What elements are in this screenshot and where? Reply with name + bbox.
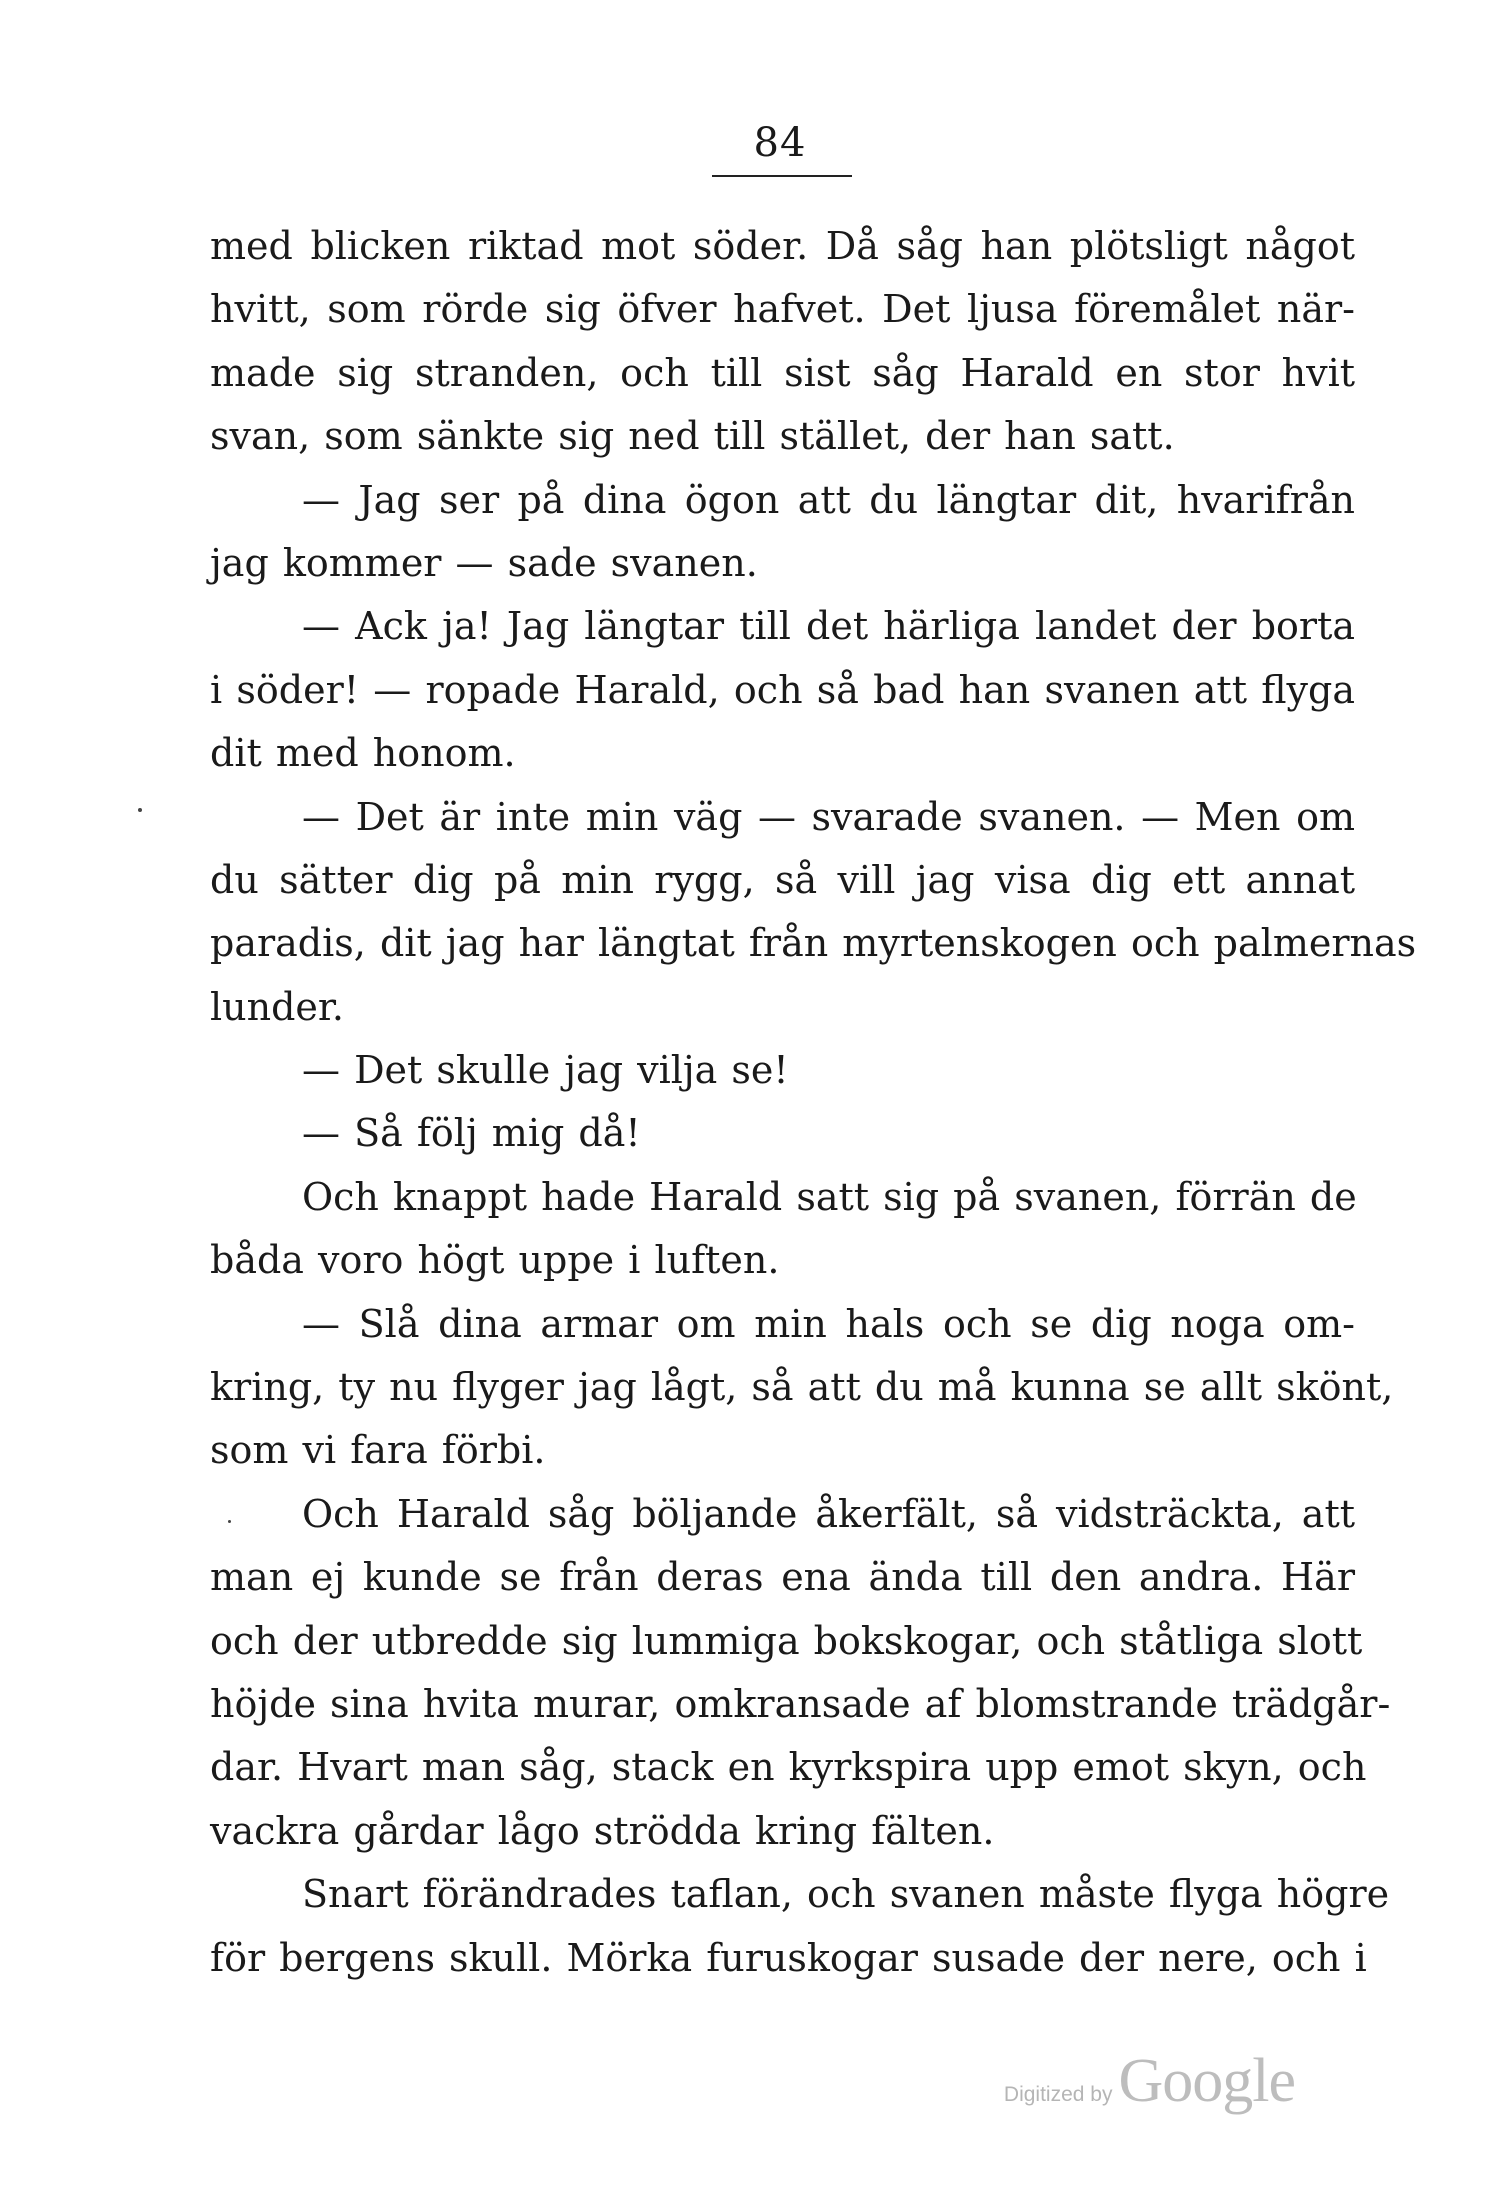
text-line: — Så följ mig då! bbox=[302, 1111, 641, 1156]
text-line: dit med honom. bbox=[210, 731, 516, 776]
text-line: med blicken riktad mot söder. Då såg han plötsligt något bbox=[210, 224, 1355, 268]
watermark-prefix: Digitized by bbox=[1003, 2083, 1113, 2106]
text-line: dar. Hvart man såg, stack en kyrkspira upp emot skyn, och bbox=[210, 1745, 1367, 1790]
text-line: — Det skulle jag vilja se! bbox=[302, 1048, 789, 1093]
text-line: — Det är inte min väg — svarade svanen. — Men om bbox=[302, 794, 1355, 839]
text-line: du sätter dig på min rygg, så vill jag visa dig ett annat bbox=[210, 857, 1355, 902]
text-line: made sig stranden, och till sist såg Harald en stor hvit bbox=[210, 350, 1355, 395]
text-line: svan, som sänkte sig ned till stället, der han satt. bbox=[210, 414, 1175, 459]
digitized-watermark bbox=[1004, 2046, 1295, 2117]
text-line: lunder. bbox=[210, 984, 344, 1029]
text-line: Och Harald såg böljande åkerfält, så vidsträckta, att bbox=[302, 1491, 1355, 1536]
text-line: — Ack ja! Jag längtar till det härliga landet der borta bbox=[302, 604, 1355, 649]
page-number: 84 bbox=[753, 120, 807, 166]
text-line: hvitt, som rörde sig öfver hafvet. Det ljusa föremålet när- bbox=[210, 287, 1355, 332]
text-line: och der utbredde sig lummiga bokskogar, och ståtliga slott bbox=[210, 1618, 1363, 1663]
text-line: i söder! — ropade Harald, och så bad han svanen att flyga bbox=[210, 667, 1355, 712]
text-line: kring, ty nu flyger jag lågt, så att du må kunna se allt skönt, bbox=[210, 1365, 1394, 1410]
google-logo: Google bbox=[1118, 2047, 1295, 2115]
body-text bbox=[210, 215, 1417, 1990]
text-line: för bergens skull. Mörka furuskogar susade der nere, och i bbox=[210, 1935, 1367, 1980]
text-line: höjde sina hvita murar, omkransade af blomstrande trädgår- bbox=[210, 1681, 1391, 1726]
text-line: vackra gårdar lågo strödda kring fälten. bbox=[210, 1808, 995, 1853]
text-line: Snart förändrades taflan, och svanen måste flyga högre bbox=[302, 1872, 1390, 1917]
text-line: man ej kunde se från deras ena ända till den andra. Här bbox=[210, 1555, 1355, 1600]
text-line: som vi fara förbi. bbox=[210, 1428, 546, 1473]
text-line: båda voro högt uppe i luften. bbox=[210, 1238, 780, 1283]
text-line: — Jag ser på dina ögon att du längtar dit, hvarifrån bbox=[302, 477, 1355, 522]
print-speck bbox=[138, 808, 142, 812]
text-line: — Slå dina armar om min hals och se dig noga om- bbox=[302, 1301, 1355, 1346]
text-line: paradis, dit jag har längtat från myrtenskogen och palmernas bbox=[210, 921, 1417, 966]
page-number-rule bbox=[712, 175, 852, 177]
text-line: Och knappt hade Harald satt sig på svanen, förrän de bbox=[302, 1174, 1357, 1219]
print-speck bbox=[228, 1520, 231, 1523]
text-line: jag kommer — sade svanen. bbox=[210, 540, 758, 585]
